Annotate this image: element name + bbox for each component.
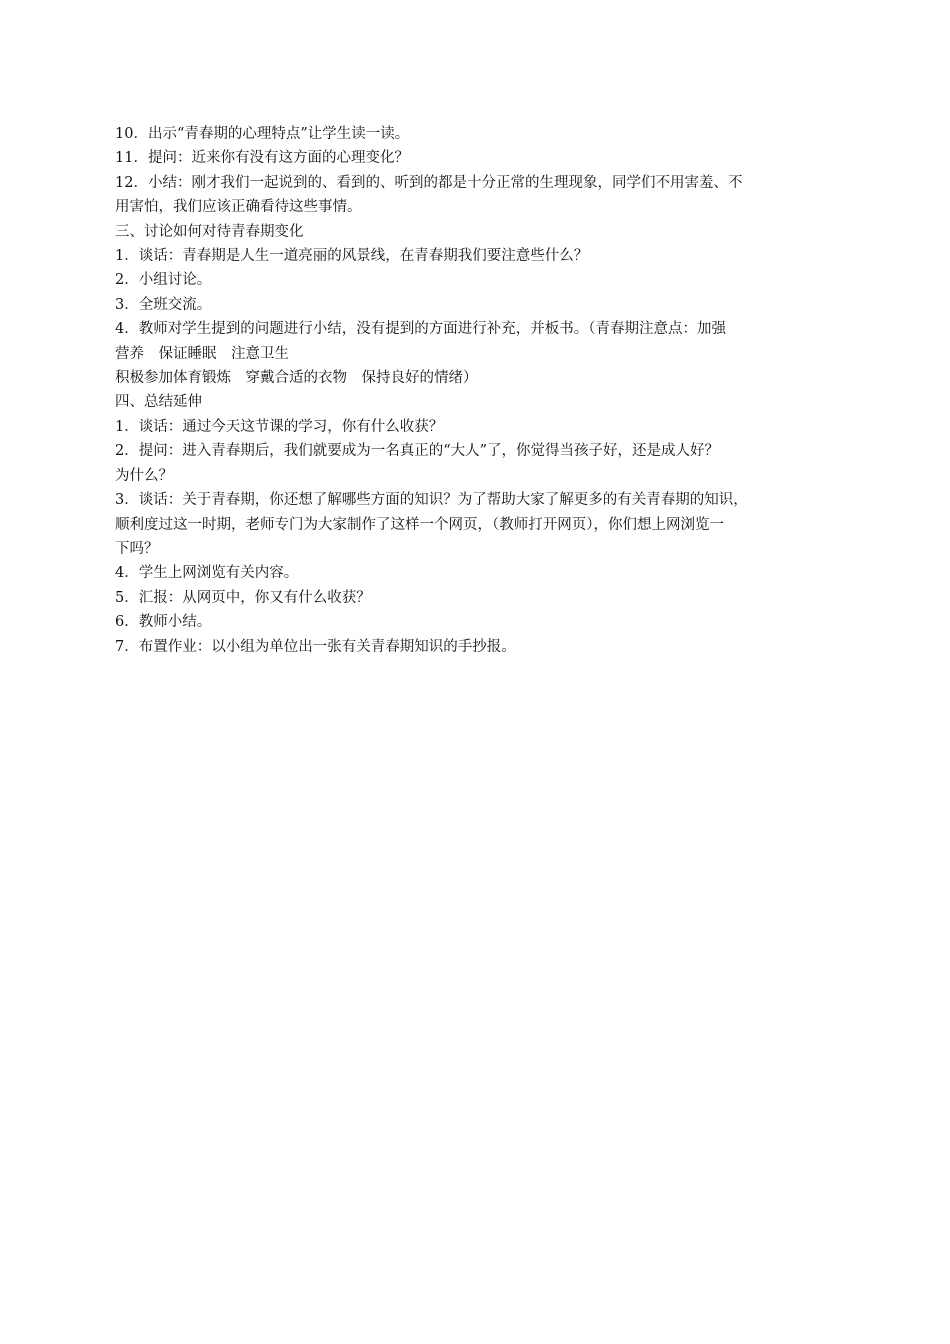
text-line: 2．小组讨论。 (115, 272, 212, 289)
section-heading: 三、讨论如何对待青春期变化 (115, 223, 304, 240)
text-line: 下吗？ (115, 540, 159, 557)
text-line: 12．小结：刚才我们一起说到的、看到的、听到的都是十分正常的生理现象，同学们不用害羞、不 (115, 174, 743, 191)
text-line: 为什么？ (115, 467, 173, 484)
text-line: 积极参加体育锻炼 穿戴合适的衣物 保持良好的情绪） (115, 370, 478, 387)
text-line: 顺利度过这一时期，老师专门为大家制作了这样一个网页，（教师打开网页），你们想上网浏览一 (115, 516, 724, 533)
text-line: 7．布置作业：以小组为单位出一张有关青春期知识的手抄报。 (115, 638, 516, 655)
text-line: 11．提问：近来你有没有这方面的心理变化？ (115, 150, 409, 167)
text-line: 4．教师对学生提到的问题进行小结，没有提到的方面进行补充，并板书。（青春期注意点：加强 (115, 321, 726, 338)
text-line: 1．谈话：青春期是人生一道亮丽的风景线，在青春期我们要注意些什么？ (115, 248, 589, 265)
text-line: 5．汇报：从网页中，你又有什么收获？ (115, 589, 371, 606)
text-line: 3．谈话：关于青春期，你还想了解哪些方面的知识？为了帮助大家了解更多的有关青春期的知识， (115, 492, 748, 509)
text-line: 6．教师小结。 (115, 614, 212, 631)
text-line: 10．出示“青春期的心理特点”让学生读一读。 (115, 126, 410, 142)
section-heading: 四、总结延伸 (115, 394, 202, 411)
text-line: 3．全班交流。 (115, 296, 212, 313)
text-line: 2．提问：进入青春期后，我们就要成为一名真正的“大人”了，你觉得当孩子好，还是成人好？ (115, 443, 720, 460)
text-line: 1．谈话：通过今天这节课的学习，你有什么收获？ (115, 418, 444, 435)
document-body (115, 122, 840, 659)
text-line: 4．学生上网浏览有关内容。 (115, 565, 299, 582)
text-line: 营养 保证睡眠 注意卫生 (115, 345, 289, 362)
text-line: 用害怕，我们应该正确看待这些事情。 (115, 199, 362, 216)
